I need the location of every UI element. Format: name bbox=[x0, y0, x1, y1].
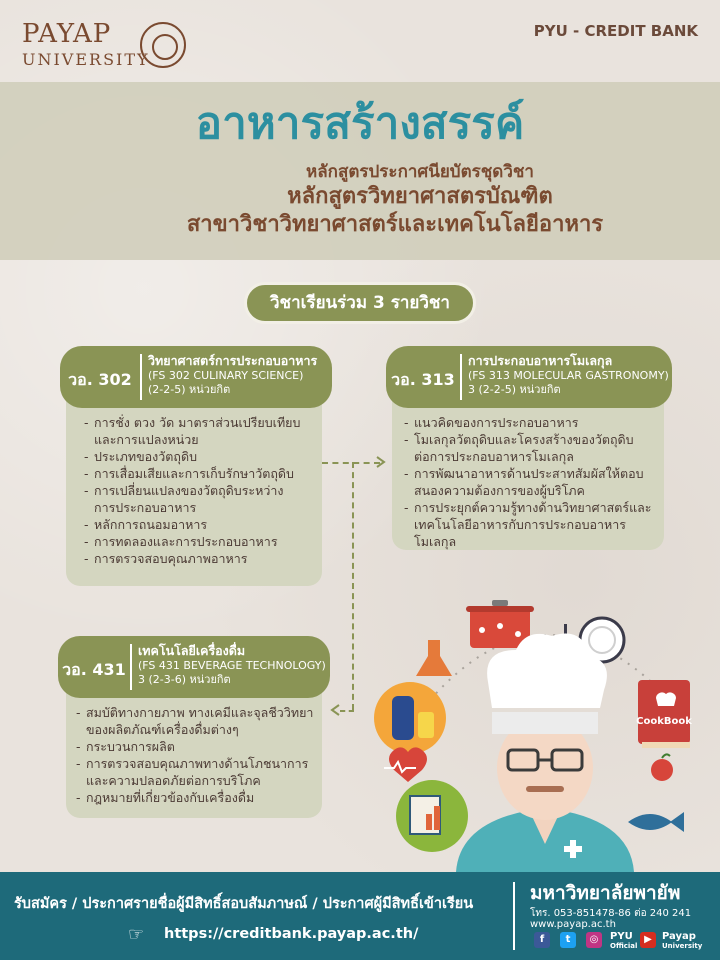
topic-item: - การตรวจสอบคุณภาพอาหาร bbox=[84, 550, 324, 567]
topic-item: - การเปลี่ยนแปลงของวัตถุดิบระหว่าง bbox=[84, 482, 324, 499]
page-title: อาหารสร้างสรรค์ bbox=[195, 98, 525, 149]
credit-bank-link[interactable]: https://creditbank.payap.ac.th/ bbox=[164, 926, 419, 942]
topic-item-continued: และการแปลงหน่วย bbox=[94, 432, 199, 447]
course-credits: 3 (2-3-6) หน่วยกิต bbox=[138, 673, 231, 686]
course-card-header bbox=[386, 346, 672, 408]
payap-label[interactable]: Payap bbox=[662, 931, 696, 942]
payap-logo[interactable] bbox=[22, 20, 192, 74]
topic-item: - การตรวจสอบคุณภาพทางด้านโภชนาการ bbox=[76, 755, 320, 772]
twitter-icon[interactable]: t bbox=[560, 932, 576, 948]
topic-item-continued: เทคโนโลยีอาหารกับการประกอบอาหารโมเลกุล bbox=[414, 517, 627, 549]
course-credits: (2-2-5) หน่วยกิต bbox=[148, 383, 231, 396]
course-title: เทคโนโลยีเครื่องดื่ม bbox=[138, 643, 246, 658]
pyu-label[interactable]: PYU bbox=[610, 931, 633, 942]
heartbeat-icon bbox=[384, 747, 427, 782]
topic-item-continued: การประกอบอาหาร bbox=[94, 500, 197, 515]
subtitle-certificate: หลักสูตรประกาศนียบัตรชุดวิชา bbox=[306, 162, 534, 182]
course-code: วอ. 313 bbox=[391, 370, 455, 389]
flask-icon bbox=[416, 640, 452, 676]
facebook-icon[interactable]: f bbox=[534, 932, 550, 948]
topic-item: - กฎหมายที่เกี่ยวข้องกับเครื่องดื่ม bbox=[76, 789, 320, 806]
header-divider bbox=[460, 354, 462, 400]
topic-item: - โมเลกุลวัตถุดิบและโครงสร้างของวัตถุดิบ bbox=[404, 431, 668, 448]
pointing-hand-icon: ☞ bbox=[128, 924, 145, 945]
course-credits: 3 (2-2-5) หน่วยกิต bbox=[468, 383, 561, 396]
header-divider bbox=[130, 644, 132, 690]
course-code: วอ. 431 bbox=[62, 660, 126, 679]
course-topics bbox=[404, 414, 668, 550]
apple-icon bbox=[651, 754, 673, 781]
topic-item-continued: ต่อการประกอบอาหารโมเลกุล bbox=[414, 449, 574, 464]
connector-line bbox=[322, 462, 380, 464]
chef-illustration bbox=[370, 600, 720, 872]
course-english-name: (FS 431 BEVERAGE TECHNOLOGY) bbox=[138, 659, 326, 672]
course-english-name: (FS 313 MOLECULAR GASTRONOMY) bbox=[468, 369, 669, 382]
arrow-right-icon bbox=[376, 456, 386, 468]
topic-item-continued: และความปลอดภัยต่อการบริโภค bbox=[86, 773, 261, 788]
subtitle-degree: หลักสูตรวิทยาศาสตรบัณฑิต bbox=[287, 184, 553, 209]
logo-subtext: UNIVERSITY bbox=[22, 50, 150, 69]
cookbook-label: CookBook bbox=[636, 716, 692, 727]
topic-item: - ประเภทของวัตถุดิบ bbox=[84, 448, 324, 465]
contact-phone: โทร. 053-851478-86 ต่อ 240 241 bbox=[530, 908, 692, 919]
connector-line bbox=[340, 710, 354, 712]
chef-figure bbox=[456, 634, 634, 873]
course-code: วอ. 302 bbox=[68, 370, 132, 389]
topic-item: - การทดลองและการประกอบอาหาร bbox=[84, 533, 324, 550]
beverage-bottles-icon bbox=[374, 682, 446, 754]
topic-item: - การพัฒนาอาหารด้านประสาทสัมผัสให้ตอบ bbox=[404, 465, 668, 482]
cookbook-icon bbox=[636, 680, 692, 748]
credit-bank-brand: PYU - CREDIT BANK bbox=[533, 22, 698, 40]
course-title: การประกอบอาหารโมเลกุล bbox=[468, 353, 613, 368]
course-card-header bbox=[58, 636, 330, 698]
youtube-icon[interactable]: ▶ bbox=[640, 932, 656, 948]
topic-item: - กระบวนการผลิต bbox=[76, 738, 320, 755]
topic-item: - การเสื่อมเสียและการเก็บรักษาวัตถุดิบ bbox=[84, 465, 324, 482]
university-seal-icon bbox=[140, 22, 186, 68]
topic-item: - หลักการถนอมอาหาร bbox=[84, 516, 324, 533]
course-count-pill: วิชาเรียนร่วม 3 รายวิชา bbox=[244, 282, 476, 324]
connector-line bbox=[352, 462, 354, 710]
arrow-left-icon bbox=[330, 704, 340, 716]
course-title: วิทยาศาสตร์การประกอบอาหาร bbox=[148, 353, 318, 368]
footer-divider bbox=[513, 882, 515, 950]
header-divider bbox=[140, 354, 142, 400]
payap-sublabel: University bbox=[662, 942, 703, 950]
topic-item: - การประยุกต์ความรู้ทางด้านวิทยาศาสตร์และ bbox=[404, 499, 668, 516]
course-topics bbox=[84, 414, 324, 567]
admission-announcement: รับสมัคร / ประกาศรายชื่อผู้มีสิทธิ์สอบสัมภาษณ์ / ประกาศผู้มีสิทธิ์เข้าเรียน bbox=[14, 896, 474, 912]
instagram-icon[interactable]: ◎ bbox=[586, 932, 602, 948]
topic-item-continued: ของผลิตภัณฑ์เครื่องดื่มต่างๆ bbox=[86, 722, 239, 737]
subtitle-program: สาขาวิชาวิทยาศาสตร์และเทคโนโลยีอาหาร bbox=[186, 212, 604, 237]
topic-item: - แนวคิดของการประกอบอาหาร bbox=[404, 414, 668, 431]
university-website[interactable]: www.payap.ac.th bbox=[530, 919, 616, 930]
university-name: มหาวิทยาลัยพายัพ bbox=[530, 882, 681, 904]
pyu-sublabel: Official bbox=[610, 942, 638, 950]
course-topics bbox=[76, 704, 320, 806]
topic-item: - สมบัติทางกายภาพ ทางเคมีและจุลชีววิทยา bbox=[76, 704, 320, 721]
analysis-chart-icon bbox=[396, 780, 468, 852]
topic-item-continued: สนองความต้องการของผู้บริโภค bbox=[414, 483, 585, 498]
footer-bar bbox=[0, 872, 720, 960]
fish-icon bbox=[628, 812, 684, 832]
logo-wordmark: PAYAP bbox=[22, 19, 112, 49]
topic-item: - การชั่ง ตวง วัด มาตราส่วนเปรียบเทียบ bbox=[84, 414, 324, 431]
course-english-name: (FS 302 CULINARY SCIENCE) bbox=[148, 369, 304, 382]
course-card-header bbox=[60, 346, 332, 408]
